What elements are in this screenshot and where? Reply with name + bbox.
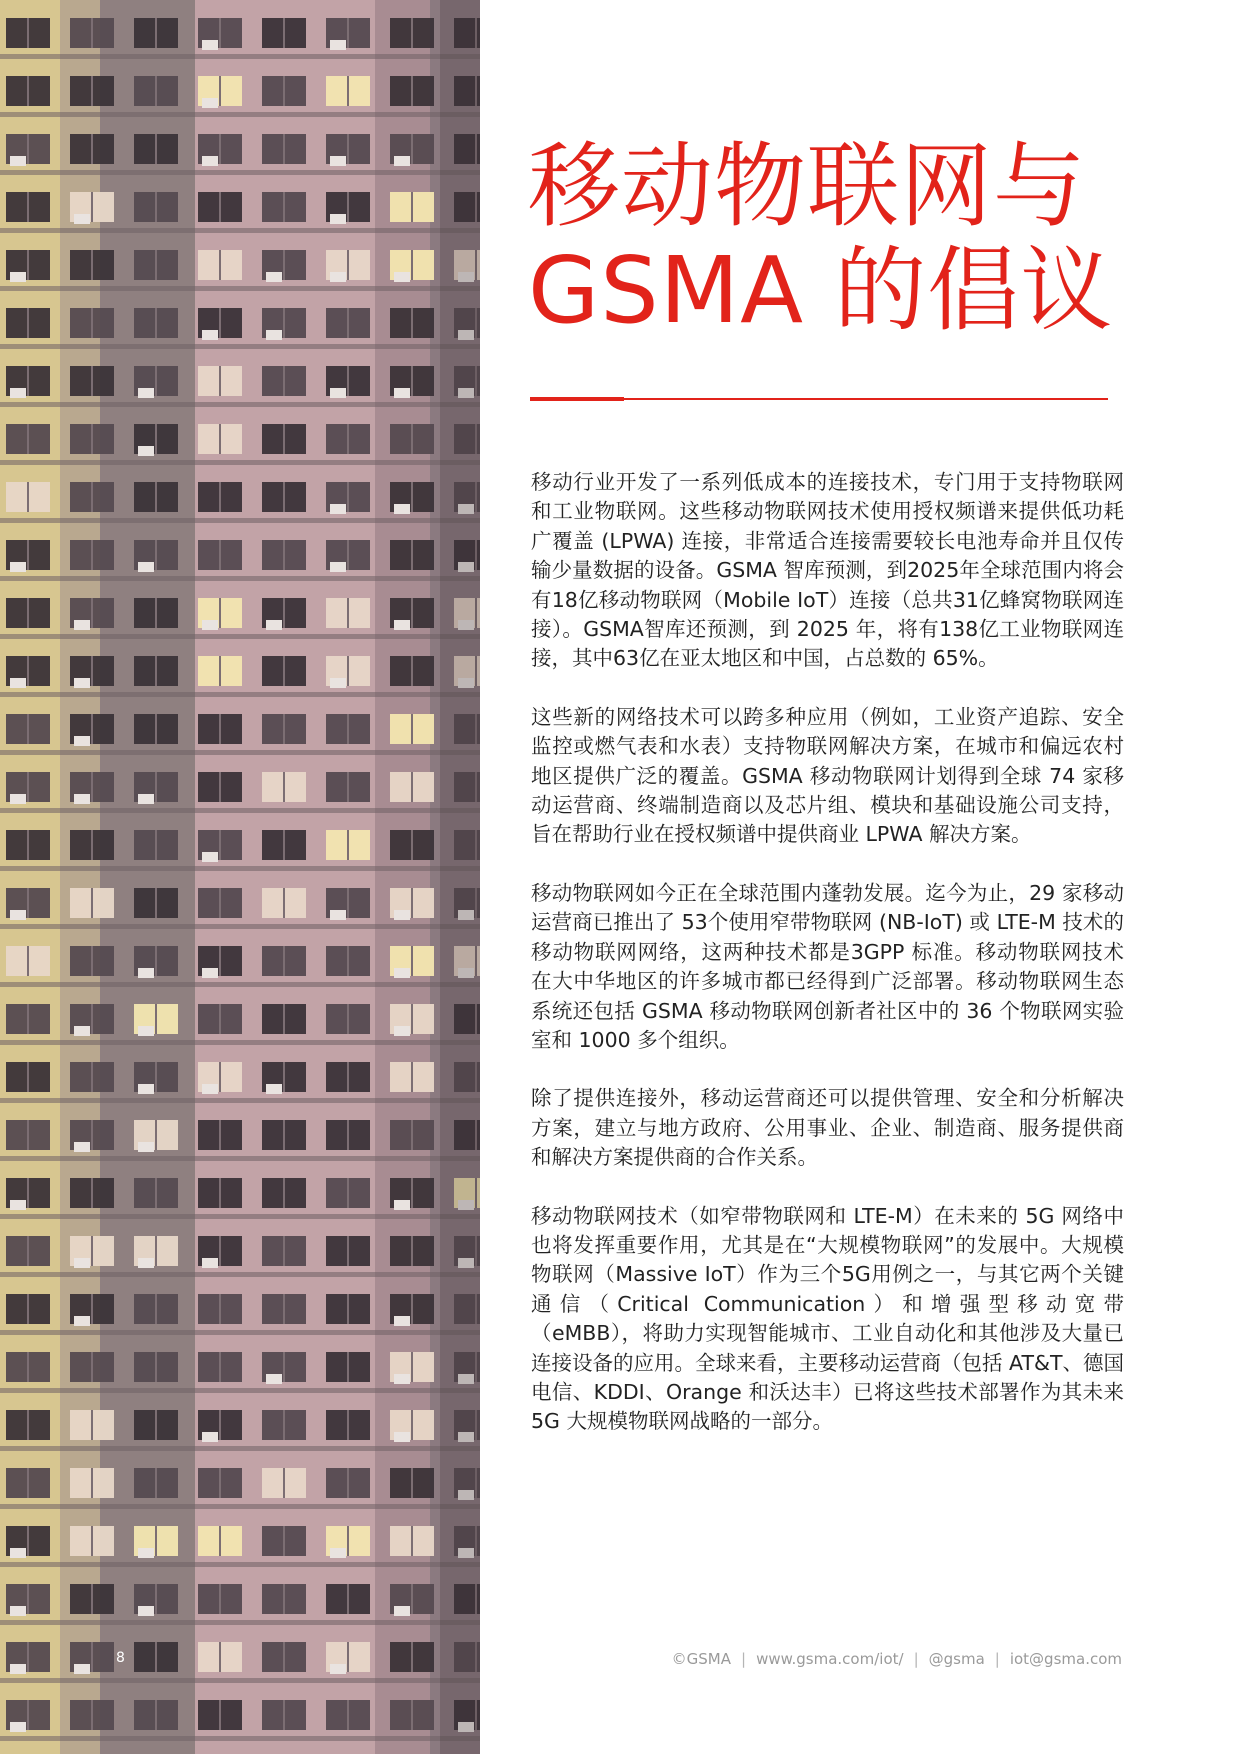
title-divider-accent [530, 397, 624, 401]
title-line-2: GSMA 的倡议 [528, 237, 1114, 344]
footer-copyright: ©GSMA [671, 1650, 732, 1668]
body-text [531, 468, 1124, 1466]
footer-separator: | [913, 1650, 919, 1668]
paragraph-2: 这些新的网络技术可以跨多种应用（例如，工业资产追踪、安全监控或燃气表和水表）支持物联网解决方案，在城市和偏远农村地区提供广泛的覆盖。GSMA 移动物联网计划得到全球 74 家移动运营商、终端制造商以及芯片组、模块和基础设施公司支持，旨在帮助行业在授权频谱中提供商业 LPWA 解决方案。 [531, 704, 1124, 847]
footer-social-link[interactable]: @gsma [928, 1650, 985, 1668]
facade-illustration [0, 0, 480, 1754]
title-divider [530, 398, 1108, 400]
page-title [528, 135, 1128, 343]
paragraph-5: 移动物联网技术（如窄带物联网和 LTE-M）在未来的 5G 网络中也将发挥重要作用，尤其是在“大规模物联网”的发展中。大规模物联网（Massive IoT）作为三个5G用例之一，与其它两个关键通信（Critical Communication）和增强型移动宽带（eMBB），将助力实现智能城市、工业自动化和其他涉及大量已连接设备的应用。全球来看，主要移动运营商（包括 AT&T、德国电信、KDDI、Orange 和沃达丰）已将这些技术部署作为其未来 5G 大规模物联网战略的一部分。 [531, 1203, 1124, 1434]
footer-email-link[interactable]: iot@gsma.com [1009, 1650, 1122, 1668]
paragraph-1: 移动行业开发了一系列低成本的连接技术，专门用于支持物联网和工业物联网。这些移动物联网技术使用授权频谱来提供低功耗广覆盖 (LPWA) 连接，非常适合连接需要较长电池寿命并且仅传输少量数据的设备。GSMA 智库预测，到2025年全球范围内将会有18亿移动物联网（Mobile IoT）连接（总共31亿蜂窝物联网连接）。GSMA智库还预测，到 2025 年，将有138亿工业物联网连接，其中63亿在亚太地区和中国，占总数的 65%。 [531, 470, 1124, 671]
title-line-1: 移动物联网与 [528, 133, 1087, 240]
page-footer [672, 1650, 1122, 1668]
paragraph-3: 移动物联网如今正在全球范围内蓬勃发展。迄今为止，29 家移动运营商已推出了 53个使用窄带物联网 (NB-IoT) 或 LTE-M 技术的移动物联网网络，这两种技术都是3GPP 标准。移动物联网技术在大中华地区的许多城市都已经得到广泛部署。移动物联网生态系统还包括 GSMA 移动物联网创新者社区中的 36 个物联网实验室和 1000 多个组织。 [531, 880, 1124, 1052]
apartment-building-photo [0, 0, 480, 1754]
paragraph-4: 除了提供连接外，移动运营商还可以提供管理、安全和分析解决方案，建立与地方政府、公用事业、企业、制造商、服务提供商和解决方案提供商的合作关系。 [531, 1086, 1124, 1170]
footer-separator: | [994, 1650, 1000, 1668]
footer-url-link[interactable]: www.gsma.com/iot/ [756, 1650, 904, 1668]
page-number: 8 [116, 1650, 125, 1666]
footer-separator: | [741, 1650, 747, 1668]
